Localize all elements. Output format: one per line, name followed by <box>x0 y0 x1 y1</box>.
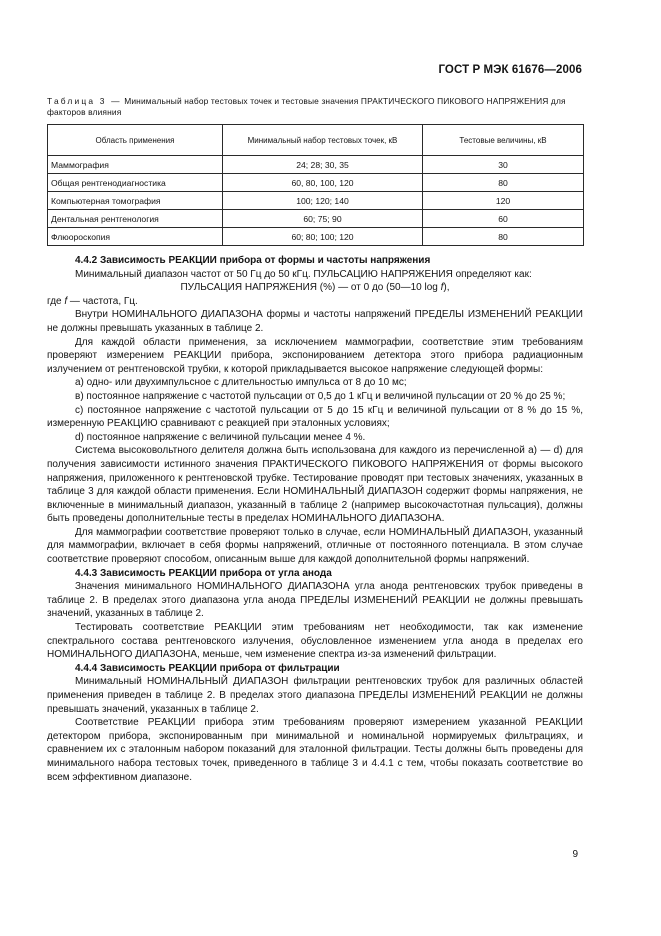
page-number: 9 <box>572 849 578 860</box>
table-cell: 30 <box>423 156 584 174</box>
table-caption-label: Таблица 3 — <box>47 96 122 106</box>
table-row <box>48 228 584 246</box>
table-cell: 24; 28; 30, 35 <box>223 156 423 174</box>
document-code: ГОСТ Р МЭК 61676—2006 <box>438 64 582 76</box>
paragraph: Для маммографии соответствие проверяют только в случае, если НОМИНАЛЬНЫЙ ДИАПАЗОН, указанный для маммографии, включает в себя формы напряжений, отличные от постоянного потенциала. В этом случае соответствие проверяют способом, описанным выше для каждой дополнительной формы напряжений. <box>47 526 583 566</box>
column-header: Минимальный набор тестовых точек, кВ <box>223 125 423 156</box>
column-header: Тестовые величины, кВ <box>423 125 584 156</box>
paragraph: Значения минимального НОМИНАЛЬНОГО ДИАПАЗОНА угла анода рентгеновских трубок приведены в таблице 2. В пределах этого диапазона угла анода ПРЕДЕЛЫ ИЗМЕНЕНИЙ РЕАКЦИИ не должны превышать значений, указанных в таблице 2. <box>47 581 583 620</box>
section-heading: 4.4.2 Зависимость РЕАКЦИИ прибора от формы и частоты напряжения <box>75 255 431 266</box>
table-cell: Компьютерная томография <box>48 192 223 210</box>
table-cell: Маммография <box>48 156 223 174</box>
paragraph: Система высоковольтного делителя должна быть использована для каждого из перечисленной а) — d) для получения зависимости истинного значения ПРАКТИЧЕСКОГО ПИКОВОГО НАПРЯЖЕНИЯ от формы высокого напряжения, приложенного к рентгеновской трубке. Тестирование проводят при тестовых значениях, указанных в таблице 3 для каждой области применения. Если НОМИНАЛЬНЫЙ ДИАПАЗОН содержит формы напряжения, не включенные в минимальный диапазон, указанный в таблице 2 (например высокочастотная пульсация), должны быть проведены дополнительные тесты в пределах НОМИНАЛЬНОГО ДИАПАЗОНА. <box>47 445 583 525</box>
ripple-formula <box>47 281 583 295</box>
table-row <box>48 156 584 174</box>
table-cell: 80 <box>423 228 584 246</box>
formula-close: ), <box>443 282 450 294</box>
where-prefix: где <box>47 295 65 307</box>
column-header: Область применения <box>48 125 223 156</box>
formula-text: ПУЛЬСАЦИЯ НАПРЯЖЕНИЯ (%) — от 0 до (50—10 log <box>180 282 441 294</box>
formula-where <box>47 295 583 309</box>
table-cell: 80 <box>423 174 584 192</box>
table-cell: Общая рентгенодиагностика <box>48 174 223 192</box>
table-row <box>48 174 584 192</box>
list-item: в) постоянное напряжение с частотой пульсации от 0,5 до 1 кГц и величиной пульсации от 20 % до 25 %; <box>75 390 566 402</box>
paragraph: Минимальный диапазон частот от 50 Гц до 50 кГц. ПУЛЬСАЦИЮ НАПРЯЖЕНИЯ определяют как: <box>75 268 532 280</box>
formula-variable: f <box>440 282 444 294</box>
body-text <box>47 254 583 784</box>
paragraph: Тестировать соответствие РЕАКЦИИ этим требованиям нет необходимости, так как изменение спектрального состава рентгеновского излучения, обусловленное изменением угла анода в пределах его НОМИНАЛЬНОГО ДИАПАЗОНА, меньше, чем изменение спектра из-за изменений фильтрации. <box>47 622 583 661</box>
table-cell: 100; 120; 140 <box>223 192 423 210</box>
where-definition: — частота, Гц. <box>67 295 138 307</box>
paragraph: Минимальный НОМИНАЛЬНЫЙ ДИАПАЗОН фильтрации рентгеновских трубок для различных областей применения приведен в таблице 2. В пределах этого диапазона ПРЕДЕЛЫ ИЗМЕНЕНИЙ РЕАКЦИИ не должны превышать значений, указанных в таблице 2. <box>47 676 583 715</box>
table-cell: Дентальная рентгенология <box>48 210 223 228</box>
test-points-table <box>47 124 584 246</box>
table-caption-text: Минимальный набор тестовых точек и тестовые значения ПРАКТИЧЕСКОГО ПИКОВОГО НАПРЯЖЕНИЯ для факторов влияния <box>47 96 566 117</box>
paragraph: Внутри НОМИНАЛЬНОГО ДИАПАЗОНА формы и частоты напряжений ПРЕДЕЛЫ ИЗМЕНЕНИЙ РЕАКЦИИ не должны превышать указанных в таблице 2. <box>47 309 583 334</box>
section-heading: 4.4.4 Зависимость РЕАКЦИИ прибора от фильтрации <box>75 662 340 674</box>
paragraph: Для каждой области применения, за исключением маммографии, соответствие этим требованиям проверяют измерением РЕАКЦИИ прибора, экспонированием детектора этого прибора радиационным излучением от рентгеновской трубки, к которой прикладывается высокое напряжение следующей формы: <box>47 336 583 375</box>
table-row <box>48 210 584 228</box>
table-cell: Флюороскопия <box>48 228 223 246</box>
table-cell: 60; 75; 90 <box>223 210 423 228</box>
paragraph: Соответствие РЕАКЦИИ прибора этим требованиям проверяют измерением указанной РЕАКЦИИ детектором прибора, экспонированным при минимальной и номинальной нормируемых фильтрациях, и сравнением их с эталонным набором показаний для эталонной фильтрации. Тесты должны быть проведены для минимального набора тестовых точек, приведенного в таблице 3 и 4.4.1 с тем, чтобы показать соответствие во всем эффективном диапазоне. <box>47 717 583 783</box>
where-variable: f <box>64 295 68 307</box>
table-cell: 60, 80, 100, 120 <box>223 174 423 192</box>
table-row <box>48 192 584 210</box>
table-cell: 60 <box>423 210 584 228</box>
section-heading: 4.4.3 Зависимость РЕАКЦИИ прибора от угла анода <box>75 567 332 579</box>
list-item: а) одно- или двухимпульсное с длительностью импульса от 8 до 10 мс; <box>75 377 407 389</box>
table-cell: 120 <box>423 192 584 210</box>
table-cell: 60; 80; 100; 120 <box>223 228 423 246</box>
table-header-row <box>48 125 584 156</box>
list-item: d) постоянное напряжение с величиной пульсации менее 4 %. <box>75 431 366 443</box>
list-item: с) постоянное напряжение с частотой пульсации от 5 до 15 кГц и величиной пульсации от 8 % до 15 %, измеренную РЕАКЦИЮ сравнивают с реакцией при эталонных условиях; <box>47 404 583 430</box>
table-caption <box>47 96 587 118</box>
